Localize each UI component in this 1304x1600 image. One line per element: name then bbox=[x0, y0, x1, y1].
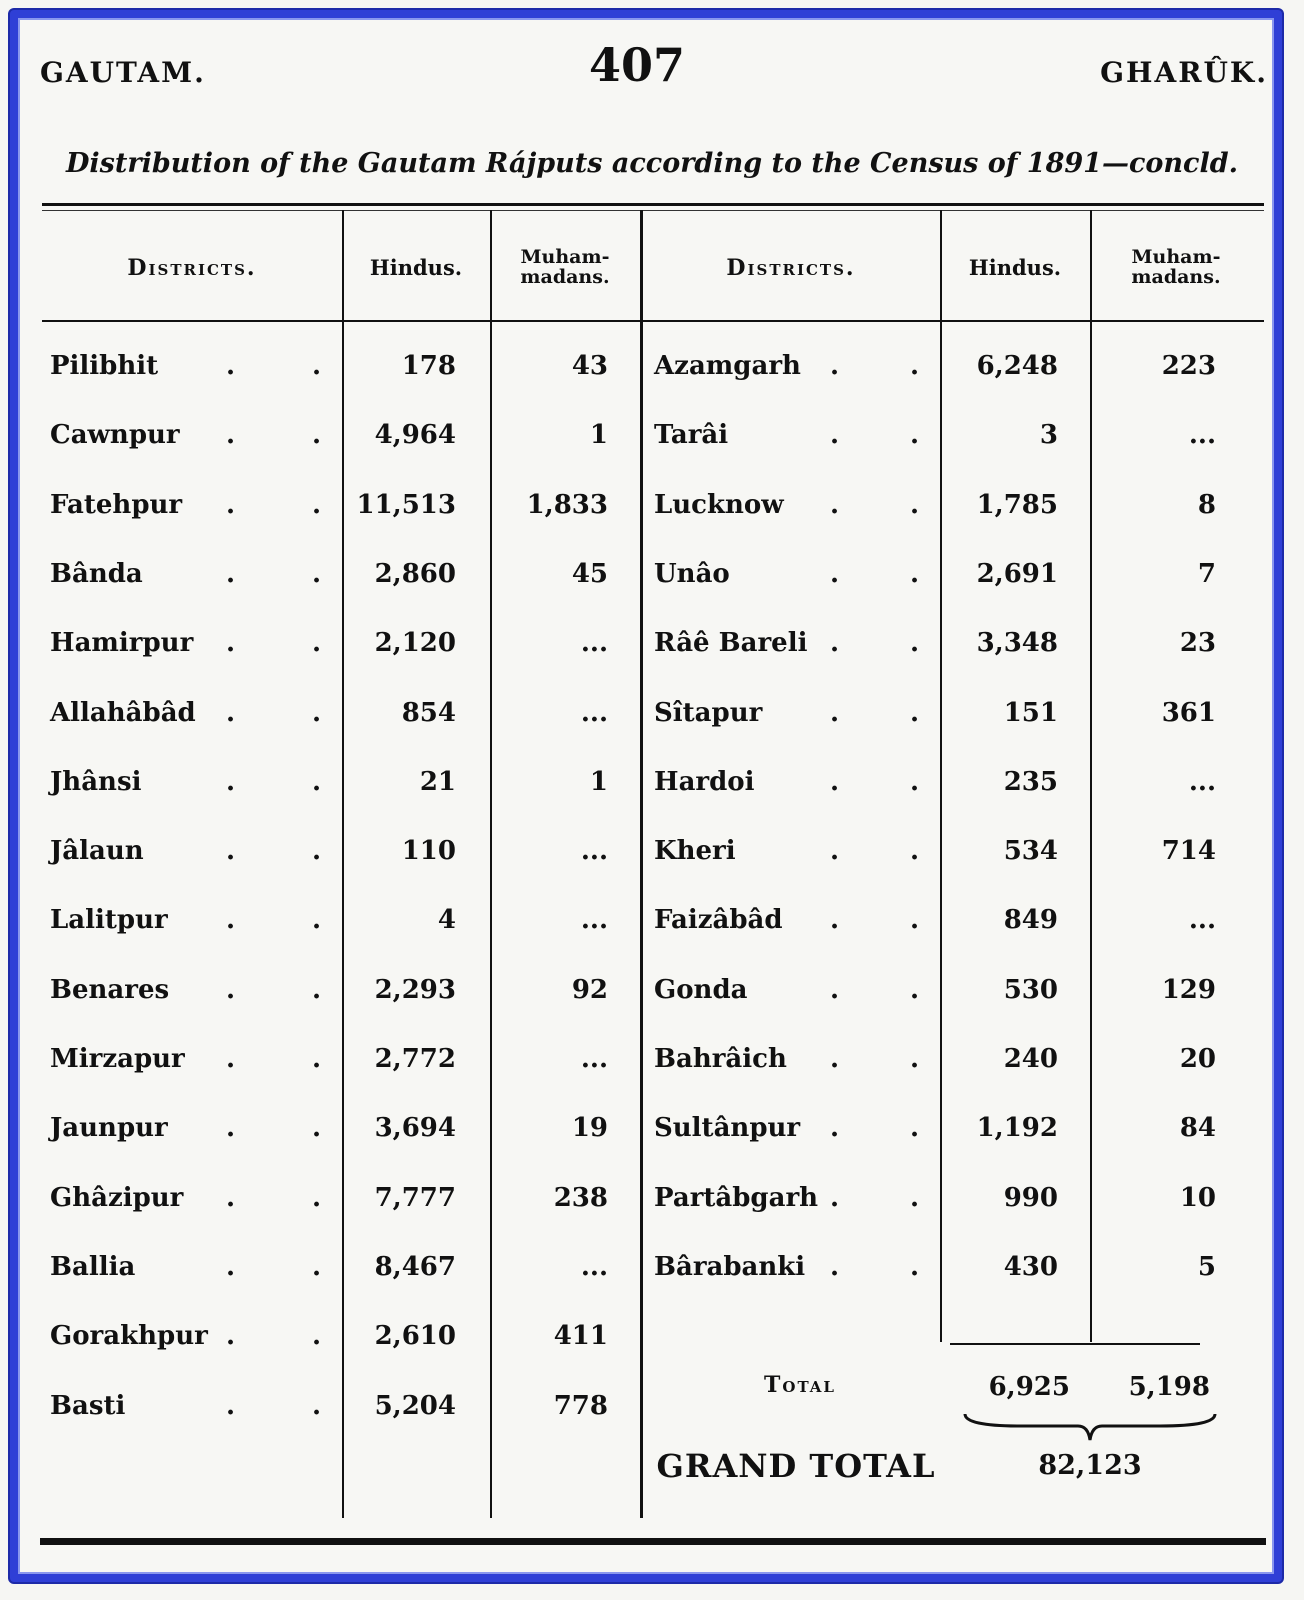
leader-dot: . bbox=[830, 1251, 840, 1282]
muhammadans-value: 129 bbox=[1161, 974, 1216, 1005]
leader-dot: . bbox=[226, 974, 236, 1005]
table-row bbox=[30, 1029, 1274, 1089]
muhammadans-value: 238 bbox=[553, 1182, 608, 1213]
leader-dot: . bbox=[830, 766, 840, 797]
leader-dot: . bbox=[226, 351, 236, 381]
leader-dot: . bbox=[312, 1182, 322, 1213]
table-row bbox=[30, 613, 1274, 673]
district-name: Tarâi bbox=[654, 420, 729, 451]
hindus-value: 990 bbox=[1003, 1182, 1058, 1213]
hindus-value: 530 bbox=[1003, 974, 1058, 1005]
leader-dot: . bbox=[910, 766, 920, 797]
leader-dot: . bbox=[226, 1182, 236, 1213]
leader-dot: . bbox=[910, 420, 920, 451]
table-top-rule bbox=[42, 203, 1264, 206]
hindus-value: 430 bbox=[1003, 1251, 1058, 1282]
leader-dot: . bbox=[830, 420, 840, 451]
leader-dot: . bbox=[226, 697, 236, 728]
leader-dot: . bbox=[910, 489, 920, 520]
table-row bbox=[30, 1237, 1274, 1297]
muhammadans-value: 361 bbox=[1161, 697, 1216, 728]
leader-dot: . bbox=[312, 489, 322, 520]
muhammadans-value: ... bbox=[580, 697, 608, 728]
leader-dot: . bbox=[830, 1113, 840, 1144]
leader-dot: . bbox=[910, 628, 920, 659]
district-name: Cawnpur bbox=[50, 420, 180, 451]
district-name: Bânda bbox=[50, 558, 143, 589]
leader-dot: . bbox=[312, 351, 322, 381]
leader-dot: . bbox=[312, 905, 322, 936]
leader-dot: . bbox=[830, 351, 840, 381]
muhammadans-value: ... bbox=[1188, 905, 1216, 936]
leader-dot: . bbox=[910, 697, 920, 728]
leader-dot: . bbox=[312, 766, 322, 797]
hindus-value: 2,610 bbox=[374, 1321, 456, 1352]
hindus-value: 2,120 bbox=[374, 628, 456, 659]
leader-dot: . bbox=[226, 628, 236, 659]
leader-dot: . bbox=[226, 905, 236, 936]
muhammadans-value: 19 bbox=[571, 1113, 608, 1144]
leader-dot: . bbox=[910, 905, 920, 936]
hindus-value: 7,777 bbox=[374, 1182, 456, 1213]
leader-dot: . bbox=[830, 558, 840, 589]
district-name: Fatehpur bbox=[50, 489, 183, 520]
hindus-value: 110 bbox=[401, 836, 456, 867]
district-name: Mirzapur bbox=[50, 1044, 185, 1074]
muhammadans-value: ... bbox=[1188, 766, 1216, 797]
leader-dot: . bbox=[312, 836, 322, 867]
table-bottom-rule bbox=[40, 1538, 1266, 1545]
leader-dot: . bbox=[312, 1044, 322, 1074]
leader-dot: . bbox=[312, 1390, 322, 1421]
header-muhammadans-right: Muham- madans. bbox=[1131, 245, 1221, 288]
leader-dot: . bbox=[312, 697, 322, 728]
running-head bbox=[30, 38, 1274, 98]
muhammadans-value: 1 bbox=[589, 766, 608, 797]
table-top-rule-thin bbox=[42, 210, 1264, 211]
table-row bbox=[30, 336, 1274, 396]
district-name: Hamirpur bbox=[50, 628, 194, 659]
table-row bbox=[30, 890, 1274, 950]
leader-dot: . bbox=[830, 489, 840, 520]
district-name: Sultânpur bbox=[654, 1113, 801, 1144]
muhammadans-value: ... bbox=[580, 1251, 608, 1282]
table-row bbox=[30, 1306, 1274, 1366]
leader-dot: . bbox=[830, 836, 840, 867]
district-name: Pilibhit bbox=[50, 351, 159, 381]
table-row bbox=[30, 821, 1274, 881]
leader-dot: . bbox=[226, 420, 236, 451]
muhammadans-value: 45 bbox=[571, 558, 608, 589]
leader-dot: . bbox=[312, 974, 322, 1005]
leader-dot: . bbox=[312, 558, 322, 589]
hindus-value: 6,248 bbox=[976, 351, 1058, 381]
grand-total-value: 82,123 bbox=[1038, 1450, 1142, 1481]
leader-dot: . bbox=[226, 1113, 236, 1144]
district-name: Gonda bbox=[654, 974, 748, 1005]
muhammadans-value: 23 bbox=[1179, 628, 1216, 659]
leader-dot: . bbox=[910, 974, 920, 1005]
leader-dot: . bbox=[910, 836, 920, 867]
leader-dot: . bbox=[312, 1321, 322, 1352]
header-hindus-right: Hindus. bbox=[968, 255, 1062, 280]
page-number: 407 bbox=[588, 38, 686, 92]
hindus-value: 2,691 bbox=[976, 558, 1058, 589]
muhammadans-value: 5 bbox=[1197, 1251, 1216, 1282]
leader-dot: . bbox=[226, 766, 236, 797]
muhammadans-value: 92 bbox=[571, 974, 608, 1005]
header-muhammadans-left: Muham- madans. bbox=[520, 245, 610, 288]
header-hindus-left: Hindus. bbox=[369, 255, 463, 280]
hindus-value: 11,513 bbox=[356, 489, 456, 520]
muhammadans-value: 714 bbox=[1161, 836, 1216, 867]
hindus-value: 8,467 bbox=[374, 1251, 456, 1282]
leader-dot: . bbox=[226, 1044, 236, 1074]
leader-dot: . bbox=[830, 628, 840, 659]
muhammadans-value: 1 bbox=[589, 420, 608, 451]
grand-total-label: GRAND TOTAL bbox=[656, 1447, 936, 1485]
table-row bbox=[30, 1098, 1274, 1158]
total-hindus: 6,925 bbox=[988, 1372, 1070, 1402]
hindus-value: 2,860 bbox=[374, 558, 456, 589]
leader-dot: . bbox=[226, 1251, 236, 1282]
hindus-value: 854 bbox=[401, 697, 456, 728]
table-row bbox=[30, 1168, 1274, 1228]
hindus-value: 849 bbox=[1003, 905, 1058, 936]
total-muhammadans: 5,198 bbox=[1128, 1372, 1210, 1402]
leader-dot: . bbox=[226, 1390, 236, 1421]
leader-dot: . bbox=[226, 558, 236, 589]
leader-dot: . bbox=[226, 836, 236, 867]
leader-dot: . bbox=[910, 1044, 920, 1074]
district-name: Bahrâich bbox=[654, 1044, 787, 1074]
district-name: Jhânsi bbox=[50, 766, 142, 797]
leader-dot: . bbox=[910, 1113, 920, 1144]
header-districts-right: Districts. bbox=[726, 254, 856, 281]
district-name: Ballia bbox=[50, 1251, 136, 1282]
hindus-value: 4,964 bbox=[374, 420, 456, 451]
district-name: Faizâbâd bbox=[654, 905, 783, 936]
district-name: Bârabanki bbox=[654, 1251, 806, 1282]
leader-dot: . bbox=[910, 1251, 920, 1282]
district-name: Hardoi bbox=[654, 766, 755, 797]
table-row bbox=[30, 475, 1274, 535]
running-head-left: GAUTAM. bbox=[40, 56, 206, 89]
header-bottom-rule bbox=[42, 320, 1264, 322]
table-row bbox=[30, 960, 1274, 1020]
hindus-value: 2,293 bbox=[374, 974, 456, 1005]
district-name: Allahâbâd bbox=[50, 697, 196, 728]
hindus-value: 1,785 bbox=[976, 489, 1058, 520]
hindus-value: 3 bbox=[1039, 420, 1058, 451]
district-name: Basti bbox=[50, 1390, 126, 1421]
leader-dot: . bbox=[226, 1321, 236, 1352]
muhammadans-value: 43 bbox=[571, 351, 608, 381]
hindus-value: 1,192 bbox=[976, 1113, 1058, 1144]
district-name: Benares bbox=[50, 974, 170, 1005]
brace-icon bbox=[960, 1410, 1220, 1444]
table-row bbox=[30, 405, 1274, 465]
muhammadans-value: 84 bbox=[1179, 1113, 1216, 1144]
muhammadans-value: 8 bbox=[1197, 489, 1216, 520]
hindus-value: 5,204 bbox=[374, 1390, 456, 1421]
muhammadans-value: 7 bbox=[1197, 558, 1216, 589]
district-name: Jaunpur bbox=[50, 1113, 168, 1144]
muhammadans-value: ... bbox=[580, 628, 608, 659]
running-head-right: GHARÛK. bbox=[1100, 56, 1268, 89]
table-row bbox=[30, 544, 1274, 604]
header-districts-left: Districts. bbox=[127, 254, 257, 281]
hindus-value: 4 bbox=[437, 905, 456, 936]
hindus-value: 151 bbox=[1003, 697, 1058, 728]
muhammadans-value: 223 bbox=[1161, 351, 1216, 381]
leader-dot: . bbox=[830, 974, 840, 1005]
muhammadans-value: ... bbox=[1188, 420, 1216, 451]
district-name: Gorakhpur bbox=[50, 1321, 208, 1352]
hindus-value: 240 bbox=[1003, 1044, 1058, 1074]
leader-dot: . bbox=[312, 1113, 322, 1144]
leader-dot: . bbox=[312, 420, 322, 451]
muhammadans-value: 1,833 bbox=[526, 489, 608, 520]
table-row bbox=[30, 752, 1274, 812]
leader-dot: . bbox=[226, 489, 236, 520]
hindus-value: 21 bbox=[419, 766, 456, 797]
district-name: Sîtapur bbox=[654, 697, 763, 728]
leader-dot: . bbox=[830, 905, 840, 936]
hindus-value: 178 bbox=[401, 351, 456, 381]
district-name: Jâlaun bbox=[50, 836, 144, 867]
muhammadans-value: 20 bbox=[1179, 1044, 1216, 1074]
district-name: Râê Bareli bbox=[654, 628, 808, 659]
muhammadans-value: ... bbox=[580, 1044, 608, 1074]
leader-dot: . bbox=[830, 1182, 840, 1213]
muhammadans-value: 411 bbox=[553, 1321, 608, 1352]
table-caption: Distribution of the Gautam Rájputs according to the Census of 1891—concld. bbox=[66, 148, 1238, 179]
leader-dot: . bbox=[312, 628, 322, 659]
muhammadans-value: 10 bbox=[1179, 1182, 1216, 1213]
total-rule bbox=[950, 1343, 1200, 1345]
district-name: Kheri bbox=[654, 836, 736, 867]
district-name: Azamgarh bbox=[654, 351, 801, 381]
leader-dot: . bbox=[910, 351, 920, 381]
muhammadans-value: ... bbox=[580, 836, 608, 867]
hindus-value: 2,772 bbox=[374, 1044, 456, 1074]
district-name: Partâbgarh bbox=[654, 1182, 819, 1213]
table-row bbox=[30, 683, 1274, 743]
leader-dot: . bbox=[910, 558, 920, 589]
hindus-value: 3,348 bbox=[976, 628, 1058, 659]
muhammadans-value: ... bbox=[580, 905, 608, 936]
leader-dot: . bbox=[312, 1251, 322, 1282]
leader-dot: . bbox=[830, 1044, 840, 1074]
hindus-value: 534 bbox=[1003, 836, 1058, 867]
hindus-value: 3,694 bbox=[374, 1113, 456, 1144]
document-page bbox=[30, 20, 1274, 1580]
hindus-value: 235 bbox=[1003, 766, 1058, 797]
total-label: Total bbox=[764, 1372, 836, 1398]
district-name: Ghâzipur bbox=[50, 1182, 184, 1213]
district-name: Unâo bbox=[654, 558, 730, 589]
district-name: Lalitpur bbox=[50, 905, 168, 936]
muhammadans-value: 778 bbox=[553, 1390, 608, 1421]
leader-dot: . bbox=[830, 697, 840, 728]
leader-dot: . bbox=[910, 1182, 920, 1213]
district-name: Lucknow bbox=[654, 489, 784, 520]
